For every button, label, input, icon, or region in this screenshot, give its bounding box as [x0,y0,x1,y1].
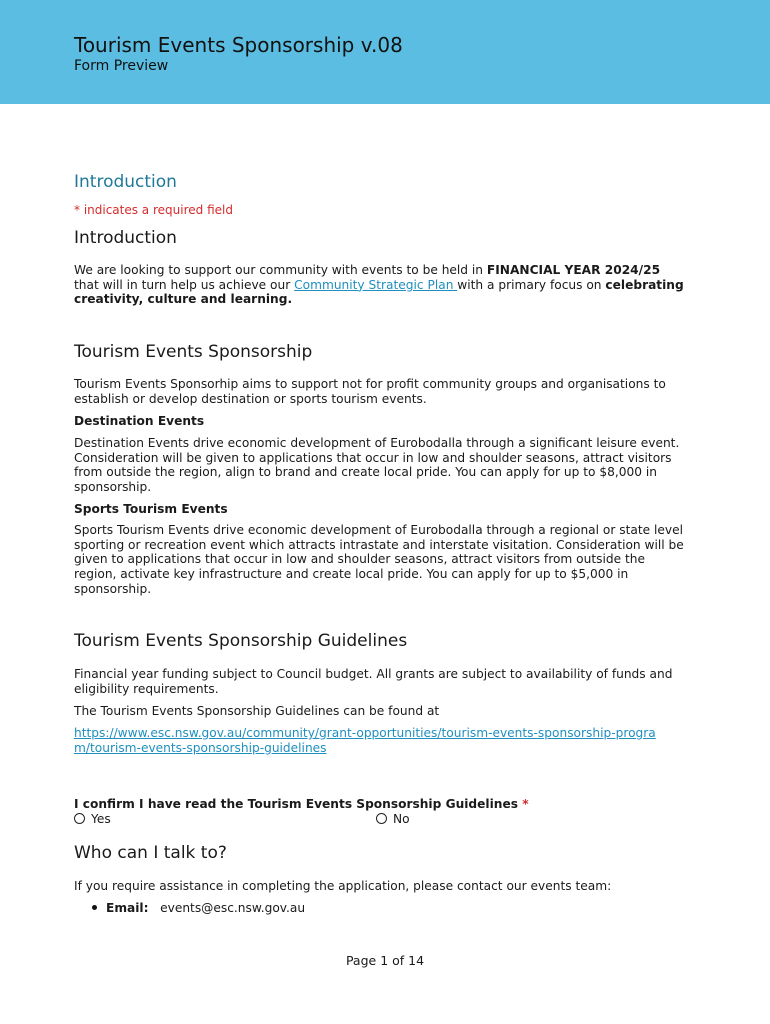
radio-button-icon[interactable] [74,813,85,824]
radio-button-icon[interactable] [376,813,387,824]
required-star: * [522,797,529,811]
contact-heading: Who can I talk to? [74,843,227,863]
bullet-icon [92,905,97,910]
sponsorship-heading: Tourism Events Sponsorship [74,342,313,362]
intro-text-a: We are looking to support our community with events to be held in [74,263,487,277]
form-title: Tourism Events Sponsorship v.08 [74,33,403,57]
sports-events-heading: Sports Tourism Events [74,502,228,516]
form-header [0,0,770,104]
email-value[interactable]: events@esc.nsw.gov.au [160,901,306,915]
page-number: Page 1 of 14 [345,953,425,968]
form-subtitle: Form Preview [74,58,169,74]
guidelines-link[interactable]: https://www.esc.nsw.gov.au/community/grant-opportunities/tourism-events-sponsorship-program/tourism-events-sponsorship-guidelines [74,726,656,755]
intro-heading: Introduction [74,228,177,248]
radio-option-no[interactable] [376,812,410,827]
confirm-question [74,797,694,812]
guidelines-heading: Tourism Events Sponsorship Guidelines [74,631,408,651]
radio-label-no: No [393,812,410,826]
guidelines-link-wrap [74,726,664,755]
community-strategic-plan-link[interactable]: Community Strategic Plan [294,277,458,292]
contact-paragraph: If you require assistance in completing the application, please contact our events team: [74,879,612,893]
radio-label-yes: Yes [91,812,111,826]
intro-paragraph [74,263,684,307]
guidelines-location-text: The Tourism Events Sponsorship Guidelines can be found at [74,704,440,718]
sponsorship-paragraph: Tourism Events Sponsorhip aims to support not for profit community groups and organisations to establish or develop destination or sports tourism events. [74,377,666,406]
destination-events-heading: Destination Events [74,414,205,428]
radio-option-yes[interactable] [74,812,111,827]
intro-text-c: that will in turn help us achieve our [74,277,295,292]
required-field-note: * indicates a required field [74,203,233,217]
intro-text-d: with a primary focus on [457,277,606,292]
sports-events-text: Sports Tourism Events drive economic development of Eurobodalla through a regional or state level sporting or recreation event which attracts intrastate and interstate visitation. Consideration will be given to applications that occur in low and shoulder seasons, attract visitors from outside the region, activate key infrastructure and create local pride. You can apply for up to $5,000 in sponsorship. [74,523,684,596]
confirm-question-text: I confirm I have read the Tourism Events Sponsorship Guidelines [74,797,518,811]
destination-events-text: Destination Events drive economic development of Eurobodalla through a significant leisure event. Consideration will be given to applications that occur in low and shoulder seasons, attract visitors from outside the region, align to brand and create local pride. You can apply for up to $8,000 in sponsorship. [74,436,680,495]
intro-text-financial-year: FINANCIAL YEAR 2024/25 [486,263,661,277]
section-title: Introduction [74,172,177,192]
email-label: Email: [106,901,149,915]
guidelines-paragraph: Financial year funding subject to Council budget. All grants are subject to availability of funds and eligibility requirements. [74,667,673,696]
contact-email-item [92,901,702,916]
intro-text-focus: celebrating creativity, culture and learning. [74,277,684,307]
